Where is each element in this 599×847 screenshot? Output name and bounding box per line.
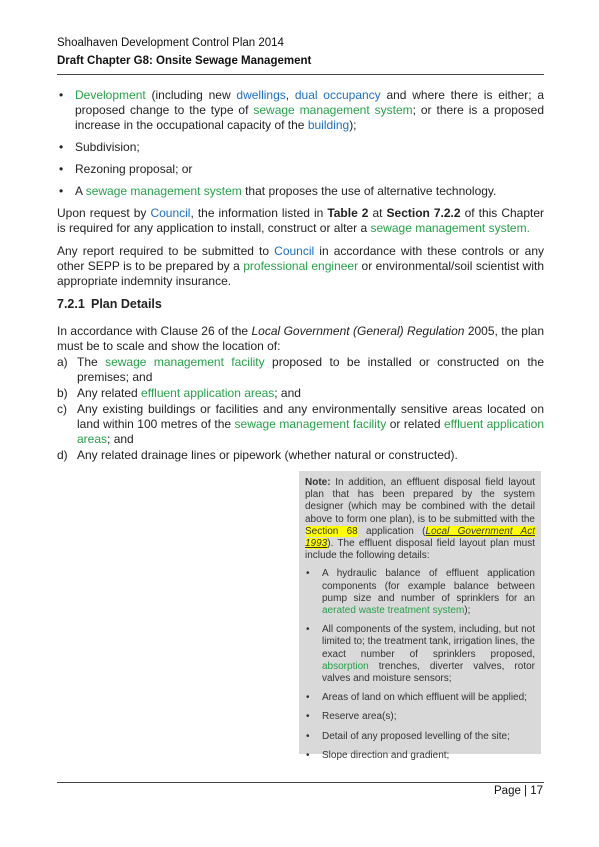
list-marker: b) xyxy=(57,386,68,400)
text: All components of the system, including, but not limited to; the treatment tank, irrigation lines, the exact number of sprinklers proposed, xyxy=(322,624,535,660)
list-item: • Reserve area(s); xyxy=(305,711,535,723)
paragraph-request xyxy=(57,206,544,236)
list-item xyxy=(57,184,544,199)
list-item xyxy=(57,355,544,385)
link-building[interactable]: building xyxy=(307,118,350,132)
header-chapter-title: Draft Chapter G8: Onsite Sewage Management xyxy=(57,55,312,67)
page-number: Page | 17 xyxy=(494,785,544,797)
list-item xyxy=(57,386,544,401)
text: in accordance with these controls or any other SEPP is to be prepared by a xyxy=(57,244,545,273)
text: In accordance with Clause 26 of the xyxy=(57,324,252,338)
highlighted-act-reference[interactable]: Local Government Act 1993 xyxy=(305,525,535,550)
text: proposed to be installed or constructed on the premises; and xyxy=(77,355,545,384)
text: ). The effluent disposal field layout plan must include the following details: xyxy=(305,538,535,562)
link-development[interactable]: Development xyxy=(75,88,146,102)
text: 2005, the plan must be to scale and show the location of: xyxy=(57,324,544,353)
text: Any existing buildings or facilities and any environmentally sensitive areas located on land within 100 metres of the xyxy=(77,402,544,431)
plan-location-list xyxy=(57,355,544,463)
list-marker: a) xyxy=(57,355,68,369)
text: of this Chapter is required for any application to install, construct or alter a xyxy=(57,206,545,235)
link-effluent-application-areas[interactable]: effluent application areas xyxy=(141,386,275,400)
link-professional-engineer[interactable]: professional engineer xyxy=(243,259,359,273)
text: Any related xyxy=(77,386,142,400)
table-reference: Table 2 xyxy=(327,206,369,220)
text: A hydraulic balance of effluent application components (for example balance between pump size and number of sprinklers for an xyxy=(322,568,535,604)
list-item: • Rezoning proposal; or xyxy=(57,162,544,177)
text: , the information listed in xyxy=(190,206,328,220)
link-aerated-waste-treatment-system[interactable]: aerated waste treatment system xyxy=(322,605,465,617)
header-plan-title: Shoalhaven Development Control Plan 2014 xyxy=(57,37,284,49)
main-content xyxy=(57,88,544,464)
list-item: • Areas of land on which effluent will be applied; xyxy=(305,692,535,704)
text: In addition, an effluent disposal field layout plan that has been prepared by the system designer (which may be combined with the detail above to form one plan), is to be submitted with the xyxy=(305,477,535,525)
text: A xyxy=(75,184,86,198)
text: The xyxy=(77,355,106,369)
section-title: Plan Details xyxy=(91,297,162,311)
paragraph-report xyxy=(57,244,544,289)
text: Any related drainage lines or pipework (whether natural or constructed). xyxy=(77,448,458,462)
link-sewage-management-system[interactable]: sewage management system xyxy=(253,103,413,117)
link-council[interactable]: Council xyxy=(150,206,191,220)
link-sewage-management-facility[interactable]: sewage management facility xyxy=(234,417,387,431)
link-dwellings[interactable]: dwellings xyxy=(236,88,286,102)
list-item: • Subdivision; xyxy=(57,140,544,155)
paragraph-clause xyxy=(57,324,544,354)
text: Upon request by xyxy=(57,206,151,220)
header-divider xyxy=(57,74,544,75)
link-dual-occupancy[interactable]: dual occupancy xyxy=(294,88,381,102)
list-marker: c) xyxy=(57,402,67,416)
text: or environmental/soil scientist with appropriate indemnity insurance. xyxy=(57,259,544,288)
link-effluent-application-areas[interactable]: effluent application areas xyxy=(77,417,544,446)
list-marker: d) xyxy=(57,448,68,462)
note-box xyxy=(299,471,541,761)
list-item xyxy=(57,448,544,463)
text: and where there is either; a proposed change to the type of xyxy=(75,88,545,117)
link-absorption[interactable]: absorption xyxy=(322,660,369,672)
section-reference: Section 7.2.2 xyxy=(386,206,461,220)
text: , xyxy=(285,88,295,102)
text: ; and xyxy=(107,432,134,446)
section-number: 7.2.1 xyxy=(57,297,85,311)
list-item xyxy=(305,624,535,685)
list-item: • Detail of any proposed levelling of the site; xyxy=(305,731,535,743)
text: (including new xyxy=(145,88,237,102)
text: trenches, diverter valves, rotor valves and moisture sensors; xyxy=(322,660,535,685)
footer-divider xyxy=(57,782,544,783)
regulation-title: Local Government (General) Regulation xyxy=(251,324,465,338)
text: ; or there is a proposed increase in the occupational capacity of the xyxy=(75,103,544,132)
link-sewage-management-system[interactable]: sewage management system. xyxy=(370,221,530,235)
text: at xyxy=(368,206,387,220)
text: application ( xyxy=(357,525,426,537)
highlighted-section-reference: Section 68 xyxy=(305,525,358,537)
note-detail-list xyxy=(305,568,535,762)
note-paragraph xyxy=(305,477,535,562)
link-sewage-management-facility[interactable]: sewage management facility xyxy=(105,355,265,369)
text: ); xyxy=(349,118,357,132)
text: that proposes the use of alternative technology. xyxy=(241,184,497,198)
list-item: • Slope direction and gradient; xyxy=(305,750,535,762)
text: ); xyxy=(464,605,471,617)
link-sewage-management-system[interactable]: sewage management system xyxy=(85,184,242,198)
requirement-bullet-list xyxy=(57,88,544,199)
note-label: Note: xyxy=(305,477,331,488)
list-item xyxy=(57,88,544,133)
list-item xyxy=(305,568,535,617)
link-council[interactable]: Council xyxy=(274,244,315,258)
text: ; and xyxy=(274,386,301,400)
list-item xyxy=(57,402,544,447)
text: or related xyxy=(386,417,444,431)
text: Any report required to be submitted to xyxy=(57,244,275,258)
section-heading xyxy=(57,297,544,312)
